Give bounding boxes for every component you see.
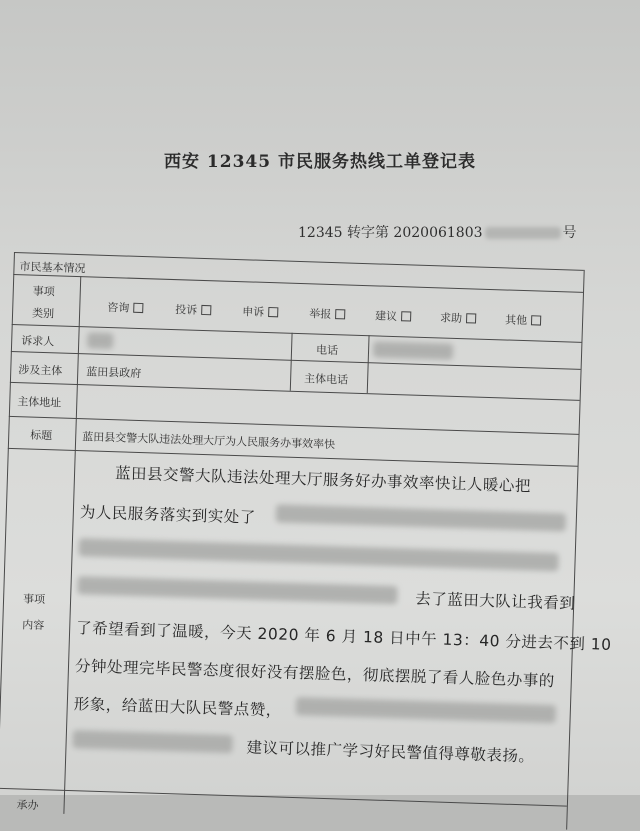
option-consult[interactable]: 咨询 (107, 299, 143, 316)
handler-label: 承办 (16, 798, 39, 813)
option-appeal[interactable]: 申诉 (242, 303, 278, 320)
serial-number (298, 222, 577, 242)
complainant-redacted (87, 332, 113, 349)
checkbox-icon[interactable] (401, 311, 411, 321)
phone-label: 电话 (315, 343, 339, 358)
option-suggest[interactable]: 建议 (375, 307, 411, 324)
phone-redacted (373, 341, 453, 360)
option-complaint[interactable]: 投诉 (175, 301, 211, 318)
subject-label: 涉及主体 (18, 363, 63, 378)
checkbox-icon[interactable] (201, 305, 211, 315)
serial-suffix: 号 (562, 225, 577, 241)
content-line-6: 形象，给蓝田大队民警点赞， (73, 695, 283, 720)
subject-phone-label: 主体电话 (303, 372, 349, 387)
form-title: 西安 12345 市民服务热线工单登记表 (164, 152, 476, 172)
serial-redacted (485, 227, 561, 239)
subject-value: 蓝田县政府 (86, 365, 142, 381)
content-line-7: 建议可以推广学习好民警值得尊敬表扬。 (246, 738, 535, 766)
option-help[interactable]: 求助 (440, 309, 476, 326)
subject-address-label: 主体地址 (17, 395, 62, 410)
content-label-2: 内容 (22, 618, 45, 633)
serial-prefix: 12345 转字第 2020061803 (298, 225, 483, 241)
headline-label: 标题 (30, 428, 53, 443)
checkbox-icon[interactable] (466, 313, 476, 323)
content-redacted-1 (276, 504, 566, 531)
content-redacted-2 (78, 538, 558, 571)
content-redacted-4 (296, 697, 556, 723)
category-label-2: 类别 (31, 306, 55, 321)
content-line-2: 为人民服务落实到实处了 (79, 503, 257, 527)
content-line-5: 分钟处理完毕民警态度很好没有摆脸色，彻底摆脱了看人脸色办事的 (74, 657, 556, 691)
section-header: 市民基本情况 (19, 260, 86, 276)
content-redacted-5 (72, 730, 232, 753)
form-table (0, 252, 612, 830)
content-label-1: 事项 (22, 592, 46, 607)
checkbox-icon[interactable] (133, 303, 143, 313)
content-line-4: 了希望看到了温暖，今天 2020 年 6 月 18 日中午 13：40 分进去不到 10 (75, 619, 612, 654)
headline-value: 蓝田县交警大队违法处理大厅为人民服务办事效率快 (82, 430, 336, 452)
content-line-3: 去了蓝田大队让我看到 (415, 589, 576, 613)
complainant-label: 诉求人 (21, 334, 55, 349)
content-redacted-3 (77, 576, 397, 604)
checkbox-icon[interactable] (268, 307, 278, 317)
option-other[interactable]: 其他 (505, 311, 541, 328)
option-report[interactable]: 举报 (309, 305, 345, 322)
checkbox-icon[interactable] (335, 309, 345, 319)
checkbox-icon[interactable] (531, 315, 541, 325)
content-line-1: 蓝田县交警大队违法处理大厅服务好办事效率快让人暖心把 (114, 464, 532, 496)
category-label-1: 事项 (32, 284, 55, 299)
